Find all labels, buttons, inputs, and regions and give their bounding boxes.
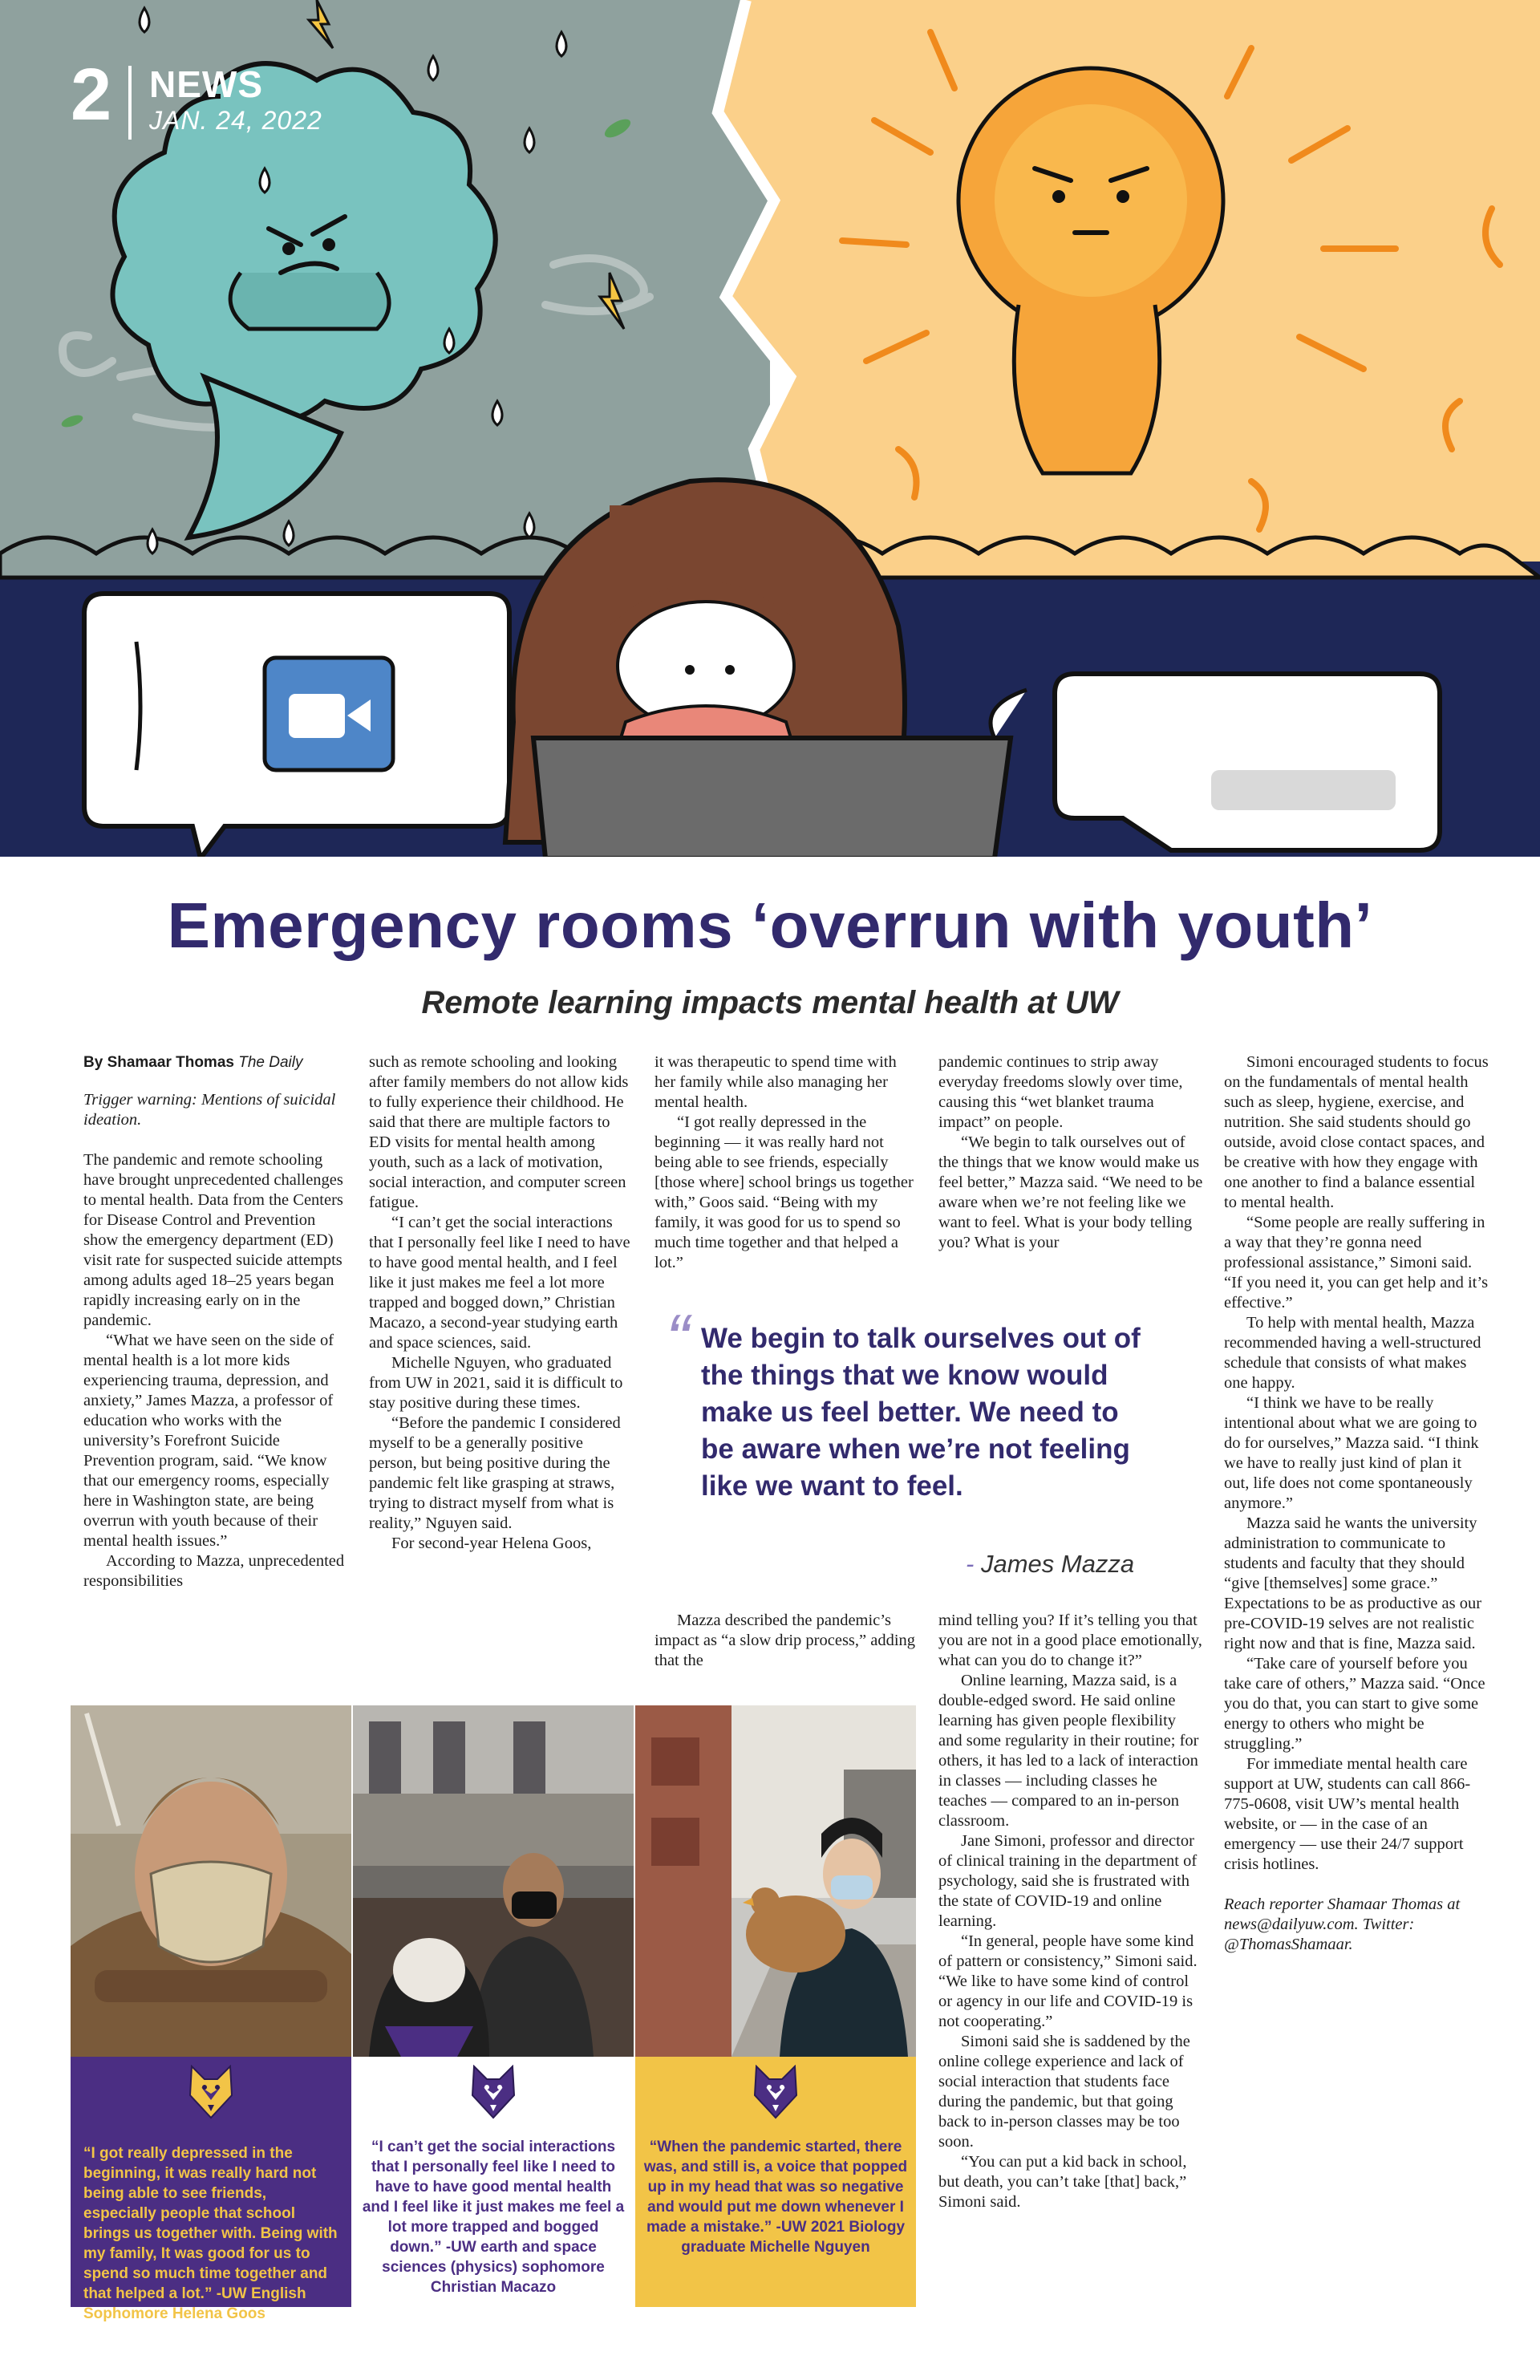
paragraph: such as remote schooling and looking after family members do not allow kids to fully experience their childhood. He said that there are multiple factors to ED visits for mental health among youth, such as a lack of motivation, social interaction, and computer screen fatigue. bbox=[369, 1053, 629, 1211]
author-name: By Shamaar Thomas bbox=[83, 1054, 234, 1071]
quote-mark-icon: “ bbox=[666, 1299, 690, 1379]
article-column-2 bbox=[369, 1052, 634, 1554]
paragraph: Online learning, Mazza said, is a double-edged sword. He said online learning has given people flexibility and some regularity in their routine; for others, it has led to a lack of interaction in classes — including classes he teaches — compared to an in-person classroom. bbox=[938, 1672, 1199, 1830]
caption-text: “I got really depressed in the beginning, it was really hard not being able to see friends, especially people that school brings us together with. Being with my family, It was good for us to spend so much time together and that helped a lot.” -UW English Sophomore Helena Goos bbox=[83, 2145, 338, 2322]
husky-logo-icon bbox=[187, 2065, 235, 2119]
trigger-warning: Trigger warning: Mentions of suicidal ideation. bbox=[83, 1091, 336, 1129]
byline bbox=[83, 1052, 348, 1072]
article-column-1 bbox=[83, 1052, 348, 1591]
cover-illustration bbox=[0, 0, 1540, 857]
issue-date: JAN. 24, 2022 bbox=[149, 106, 322, 135]
pull-quote-text: We begin to talk ourselves out of the things that we know would make us feel better. We need to be aware when we’re not feeling like we want to feel. bbox=[701, 1323, 1141, 1502]
paragraph: “You can put a kid back in school, but death, you can’t take [that] back,” Simoni said. bbox=[938, 2153, 1187, 2211]
paragraph: “We begin to talk ourselves out of the things that we know would make us feel better,” Mazza said. “We need to be aware when we’re not feeling like we want to feel. What is your body telling you? What is your bbox=[938, 1133, 1203, 1251]
caption-text: “When the pandemic started, there was, and still is, a voice that popped up in my head that was so negative and would put me down whenever I made a mistake.” -UW 2021 Biology graduate Michelle Nguyen bbox=[643, 2139, 908, 2256]
paragraph: “Before the pandemic I considered myself to be a generally positive person, but being positive during the pandemic felt like grasping at straws, trying to distract myself from what is reality,” Nguyen said. bbox=[369, 1414, 621, 1532]
paragraph: According to Mazza, unprecedented responsibilities bbox=[83, 1552, 345, 1590]
article-column-4-continued bbox=[938, 1611, 1203, 2212]
pull-quote-attribution bbox=[966, 1550, 1134, 1579]
page-number: 2 bbox=[71, 54, 112, 136]
photo-helena-goos bbox=[71, 1705, 351, 2057]
article-column-4 bbox=[938, 1052, 1203, 1253]
paragraph: For immediate mental health care support at UW, students can call 866-775-0608, visit UW’s mental health website, or — in the case of an emergency — use their 24/7 support crisis hotlines. bbox=[1224, 1755, 1471, 1873]
paragraph: Jane Simoni, professor and director of clinical training in the department of psychology, said she is frustrated with the state of COVID-19 and online learning. bbox=[938, 1832, 1198, 1930]
paragraph: pandemic continues to strip away everyday freedoms slowly over time, causing this “wet blanket trauma impact” on people. bbox=[938, 1053, 1183, 1131]
husky-logo-icon bbox=[752, 2065, 800, 2119]
paragraph: To help with mental health, Mazza recommended having a well-structured schedule that consists of what makes one happy. bbox=[1224, 1314, 1481, 1392]
reporter-contact: Reach reporter Shamaar Thomas at news@dailyuw.com. Twitter: @ThomasShamaar. bbox=[1224, 1895, 1461, 1953]
photo-michelle-nguyen bbox=[635, 1705, 916, 2057]
caption-text: “I can’t get the social interactions that I personally feel like I need to have to have good mental health and I feel like it just makes me feel a lot more trapped and bogged down.” -UW earth and space sciences (physics) sophomore Christian Macazo bbox=[362, 2139, 625, 2296]
paragraph: Simoni encouraged students to focus on the fundamentals of mental health such as sleep, hygiene, exercise, and nutrition. She said students should go outside, avoid close contact spaces, and be creative with how they engage with one another to find a balance essential to mental health. bbox=[1224, 1053, 1489, 1211]
paragraph: Mazza described the pandemic’s impact as “a slow drip process,” adding that the bbox=[654, 1612, 916, 1669]
attribution-dash: - bbox=[966, 1550, 975, 1578]
headline: Emergency rooms ‘overrun with youth’ bbox=[167, 890, 1373, 961]
paragraph: For second-year Helena Goos, bbox=[391, 1535, 592, 1552]
photo-caption-macazo bbox=[353, 2057, 634, 2307]
paragraph: “What we have seen on the side of mental health is a lot more kids experiencing trauma, depression, and anxiety,” James Mazza, a professor of education who works with the university’s Forefront Suicide Prevention program, said. “We know that our emergency rooms, especially here in Washington state, are being overrun with youth because of their mental health issues.” bbox=[83, 1332, 334, 1550]
paragraph: “I think we have to be really intentional about what we are going to do for ourselves,” Mazza said. “I think we have to really just kind of plan it out, life does not come spontaneously anymore.” bbox=[1224, 1394, 1479, 1512]
paragraph: “I got really depressed in the beginning — it was really hard not being able to see friends, especially [those where] school brings us together with,” Goos said. “Being with my family, it was good for us to spend so much time together and that helped a lot.” bbox=[654, 1113, 914, 1271]
paragraph: “Take care of yourself before you take care of others,” Mazza said. “Once you do that, you can start to give some energy to others who might be struggling.” bbox=[1224, 1655, 1485, 1753]
attribution-name: James Mazza bbox=[980, 1550, 1135, 1578]
photo-christian-macazo bbox=[353, 1705, 634, 2057]
photo-caption-goos bbox=[71, 2057, 351, 2322]
photo-caption-nguyen bbox=[635, 2057, 916, 2307]
paragraph: The pandemic and remote schooling have brought unprecedented challenges to mental health. Data from the Centers for Disease Control and Prevention show the emergency department (ED) visit rate for suspected suicide attempts among adults aged 18–25 years began rapidly increasing early on in the pandemic. bbox=[83, 1151, 343, 1329]
paragraph: Mazza said he wants the university administration to communicate to students and faculty that they should “give [themselves] some grace.” Expectations to be as productive as our pre-COVID-19 selves are not realistic right now and that is fine, Mazza said. bbox=[1224, 1514, 1482, 1652]
paragraph: Simoni said she is saddened by the online college experience and lack of social interaction that students face during the pandemic, but that going back to in-person classes may be too soon. bbox=[938, 2033, 1190, 2151]
paragraph: mind telling you? If it’s telling you that you are not in a good place emotionally, what can you do to change it?” bbox=[938, 1612, 1202, 1669]
publication-name: The Daily bbox=[238, 1054, 303, 1071]
paragraph: it was therapeutic to spend time with her family while also managing her mental health. bbox=[654, 1053, 897, 1111]
section-name: NEWS bbox=[149, 63, 263, 105]
folio-divider bbox=[128, 66, 132, 140]
paragraph: “Some people are really suffering in a way that they’re gonna need professional assistance,” Simoni said. “If you need it, you can get help and it’s effective.” bbox=[1224, 1214, 1489, 1312]
husky-logo-icon bbox=[469, 2065, 517, 2119]
subheadline: Remote learning impacts mental health at UW bbox=[421, 985, 1119, 1020]
paragraph: “In general, people have some kind of pattern or consistency,” Simoni said. “We like to have some kind of control or agency in our life and COVID-19 is not cooperating.” bbox=[938, 1932, 1198, 2030]
article-column-5 bbox=[1224, 1052, 1489, 1955]
paragraph: “I can’t get the social interactions that I personally feel like I need to have to have good mental health, and I feel like it just makes me feel a lot more trapped and bogged down,” Christian Macazo, a second-year studying earth and space sciences, said. bbox=[369, 1214, 630, 1352]
paragraph: Michelle Nguyen, who graduated from UW in 2021, said it is difficult to stay positive during these times. bbox=[369, 1354, 623, 1412]
article-column-3 bbox=[654, 1052, 919, 1273]
article-column-3-continued bbox=[654, 1611, 919, 1671]
